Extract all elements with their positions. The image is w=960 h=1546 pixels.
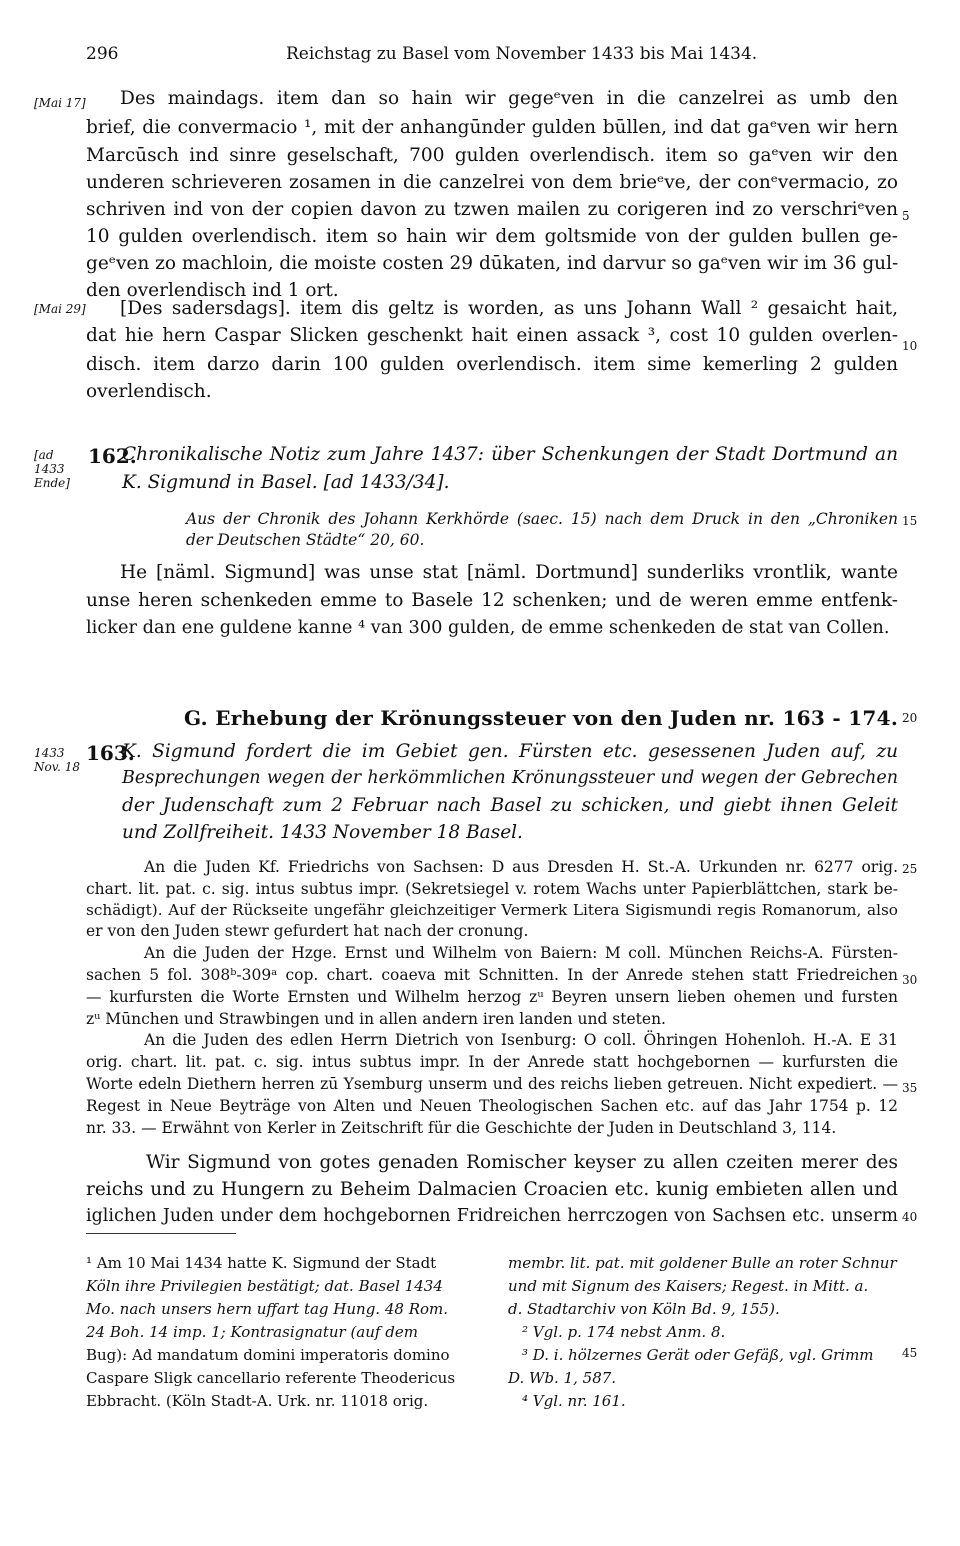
doc163-apparatus-line: sachen 5 fol. 308ᵇ-309ᵃ cop. chart. coaeva mit Schnitten. In der Anrede stehen statt Friedreichen [86,966,898,984]
doc163-title-line: der Judenschaft zum 2 Februar nach Basel zu schicken, und giebt ihnen Geleit [122,795,898,816]
footnote-line: D. Wb. 1, 587. [508,1369,617,1387]
doc163-apparatus-line: orig. chart. lit. pat. c. sig. intus subtus impr. In der Anrede statt hochgebornen — kurfursten die [86,1053,898,1071]
document-number-163: 163. [86,741,135,765]
body-line: overlendisch. [86,381,212,402]
line-number: 40 [902,1210,918,1224]
doc163-apparatus-line: An die Juden Kf. Friedrichs von Sachsen: D aus Dresden H. St.-A. Urkunden nr. 6277 orig. [144,858,898,876]
doc163-text-line: Wir Sigmund von gotes genaden Romischer keyser zu allen czeiten merer des [146,1152,898,1173]
footnote-rule [86,1233,236,1234]
footnote-line: ⁴ Vgl. nr. 161. [522,1392,626,1410]
line-number: 30 [902,973,918,987]
footnote-line: membr. lit. pat. mit goldener Bulle an roter Schnur [508,1254,897,1272]
doc162-title-line: Chronikalische Notiz zum Jahre 1437: über Schenkungen der Stadt Dortmund an [122,444,898,465]
body-line: 10 gulden overlendisch. item so hain wir dem goltsmide von der gulden bullen ge- [86,226,898,247]
body-line: dat hie hern Caspar Slicken geschenkt hait einen assack ³, cost 10 gulden overlen- [86,325,898,346]
doc162-title-line: K. Sigmund in Basel. [ad 1433/34]. [122,472,450,493]
running-title: Reichstag zu Basel vom November 1433 bis Mai 1434. [286,44,758,64]
doc163-title-line: und Zollfreiheit. 1433 November 18 Basel. [122,822,523,843]
line-number: 5 [902,209,910,223]
doc163-apparatus-line: nr. 33. — Erwähnt von Kerler in Zeitschrift für die Geschichte der Juden in Deutschland 3, 114. [86,1119,837,1137]
doc163-apparatus-line: Worte edeln Diethern herren zū Ysemburg unserm und des reichs lieben getreuen. Nicht expediert. — [86,1075,898,1093]
body-line: brief, die convermacio ¹, mit der anhangūnder gulden būllen, ind dat gaᵉven wir hern [86,117,898,138]
body-line: underen schrieveren zosamen in die canzelrei von dem brieᵉve, der conᵉvermacio, zo [86,172,898,193]
section-heading: G. Erhebung der Krönungssteuer von den Juden nr. 163 - 174. [184,706,899,730]
line-number: 15 [902,514,918,528]
body-line: Marcūsch ind sinre geselschaft, 700 gulden overlendisch. item so gaᵉven wir den [86,145,898,166]
doc163-apparatus-line: — kurfursten die Worte Ernsten und Wilhelm herzog zᵘ Beyren unsern lieben ohemen und fursten [86,988,898,1006]
body-line: disch. item darzo darin 100 gulden overlendisch. item sime kemerling 2 gulden [86,354,898,375]
doc163-apparatus-line: An die Juden der Hzge. Ernst und Wilhelm von Baiern: M coll. München Reichs-A. Fürsten- [144,944,898,962]
doc163-title-line: Besprechungen wegen der herkömmlichen Krönungssteuer und wegen der Gebrechen [122,768,898,788]
footnote-line: Caspare Sligk cancellario referente Theodericus [86,1369,456,1387]
footnote-line: Bug): Ad mandatum domini imperatoris domino [86,1346,450,1364]
doc162-source-line: Aus der Chronik des Johann Kerkhörde (saec. 15) nach dem Druck in den „Chroniken [186,510,898,528]
line-number: 10 [902,339,918,353]
footnote-line: Ebbracht. (Köln Stadt-A. Urk. nr. 11018 orig. [86,1392,429,1410]
doc162-text-line: He [näml. Sigmund] was unse stat [näml. Dortmund] sunderliks vrontlik, wante [120,562,898,583]
doc163-title-line: K. Sigmund fordert die im Gebiet gen. Fürsten etc. gesessenen Juden auf, zu [122,741,898,762]
footnote-line: 24 Boh. 14 imp. 1; Kontrasignatur (auf dem [86,1323,418,1341]
margin-note-mai17: [Mai 17] [34,96,86,110]
footnote-line: ³ D. i. hölzernes Gerät oder Gefäß, vgl. Grimm [522,1346,874,1364]
margin-note-ad-1433: [ad 1433 Ende] [34,448,70,490]
footnote-line: d. Stadtarchiv von Köln Bd. 9, 155). [508,1300,780,1318]
doc162-text-line: unse heren schenkeden emme to Basele 12 schenken; und de weren emme entfenk- [86,590,898,611]
body-line: Des maindags. item dan so hain wir gegeᵉven in die canzelrei as umb den [120,88,898,109]
doc163-apparatus-line: An die Juden des edlen Herrn Dietrich von Isenburg: O coll. Öhringen Hohenloh. H.-A. E 31 [144,1031,898,1049]
page-number: 296 [86,44,119,64]
line-number: 25 [902,862,918,876]
body-line: den overlendisch ind 1 ort. [86,280,339,301]
body-line: [Des sadersdags]. item dis geltz is worden, as uns Johann Wall ² gesaicht hait, [120,298,898,319]
doc163-text-line: reichs und zu Hungern zu Beheim Dalmacien Croacien etc. kunig embieten allen und [86,1179,898,1200]
footnote-line: und mit Signum des Kaisers; Regest. in Mitt. a. [508,1277,869,1295]
footnote-line: Mo. nach unsers hern uffart tag Hung. 48 Rom. [86,1300,449,1318]
doc162-source-line: der Deutschen Städte“ 20, 60. [186,531,425,549]
doc162-text-line: licker dan ene guldene kanne ⁴ van 300 gulden, de emme schenkeden de stat van Collen. [86,618,890,638]
doc163-apparatus-line: zᵘ Mūnchen und Strawbingen und in allen andern iren landen und steten. [86,1010,666,1028]
doc163-apparatus-line: chart. lit. pat. c. sig. intus subtus impr. (Sekretsiegel v. rotem Wachs unter Papierblättchen, stark be- [86,880,898,898]
margin-note-mai29: [Mai 29] [34,302,86,316]
footnote-line: ¹ Am 10 Mai 1434 hatte K. Sigmund der Stadt [86,1254,437,1272]
doc163-apparatus-line: schädigt). Auf der Rückseite ungefähr gleichzeitiger Vermerk Litera Sigismundi regis Romanorum, also [86,901,898,919]
footnote-line: Köln ihre Privilegien bestätigt; dat. Basel 1434 [86,1277,443,1295]
doc163-apparatus-line: er von den Juden stewr gefurdert hat nach der cronung. [86,922,529,940]
line-number: 45 [902,1346,918,1360]
doc163-apparatus-line: Regest in Neue Beyträge von Alten und Neuen Theologischen Sachen etc. auf das Jahr 1754 p. 12 [86,1097,898,1115]
body-line: geᵉven zo machloin, die moiste costen 29 dūkaten, ind darvur so gaᵉven wir im 36 gul- [86,253,899,274]
body-line: schriven ind von der copien davon zu tzwen mailen zu corigeren ind zo verschriᵉven [86,199,898,220]
doc163-text-line: iglichen Juden under dem hochgebornen Fridreichen herrczogen von Sachsen etc. unserm [86,1206,898,1226]
footnote-line: ² Vgl. p. 174 nebst Anm. 8. [522,1323,726,1341]
line-number: 20 [902,711,918,725]
margin-note-1433-nov18: 1433 Nov. 18 [34,746,80,774]
line-number: 35 [902,1081,918,1095]
document-number-162: 162. [88,444,137,468]
